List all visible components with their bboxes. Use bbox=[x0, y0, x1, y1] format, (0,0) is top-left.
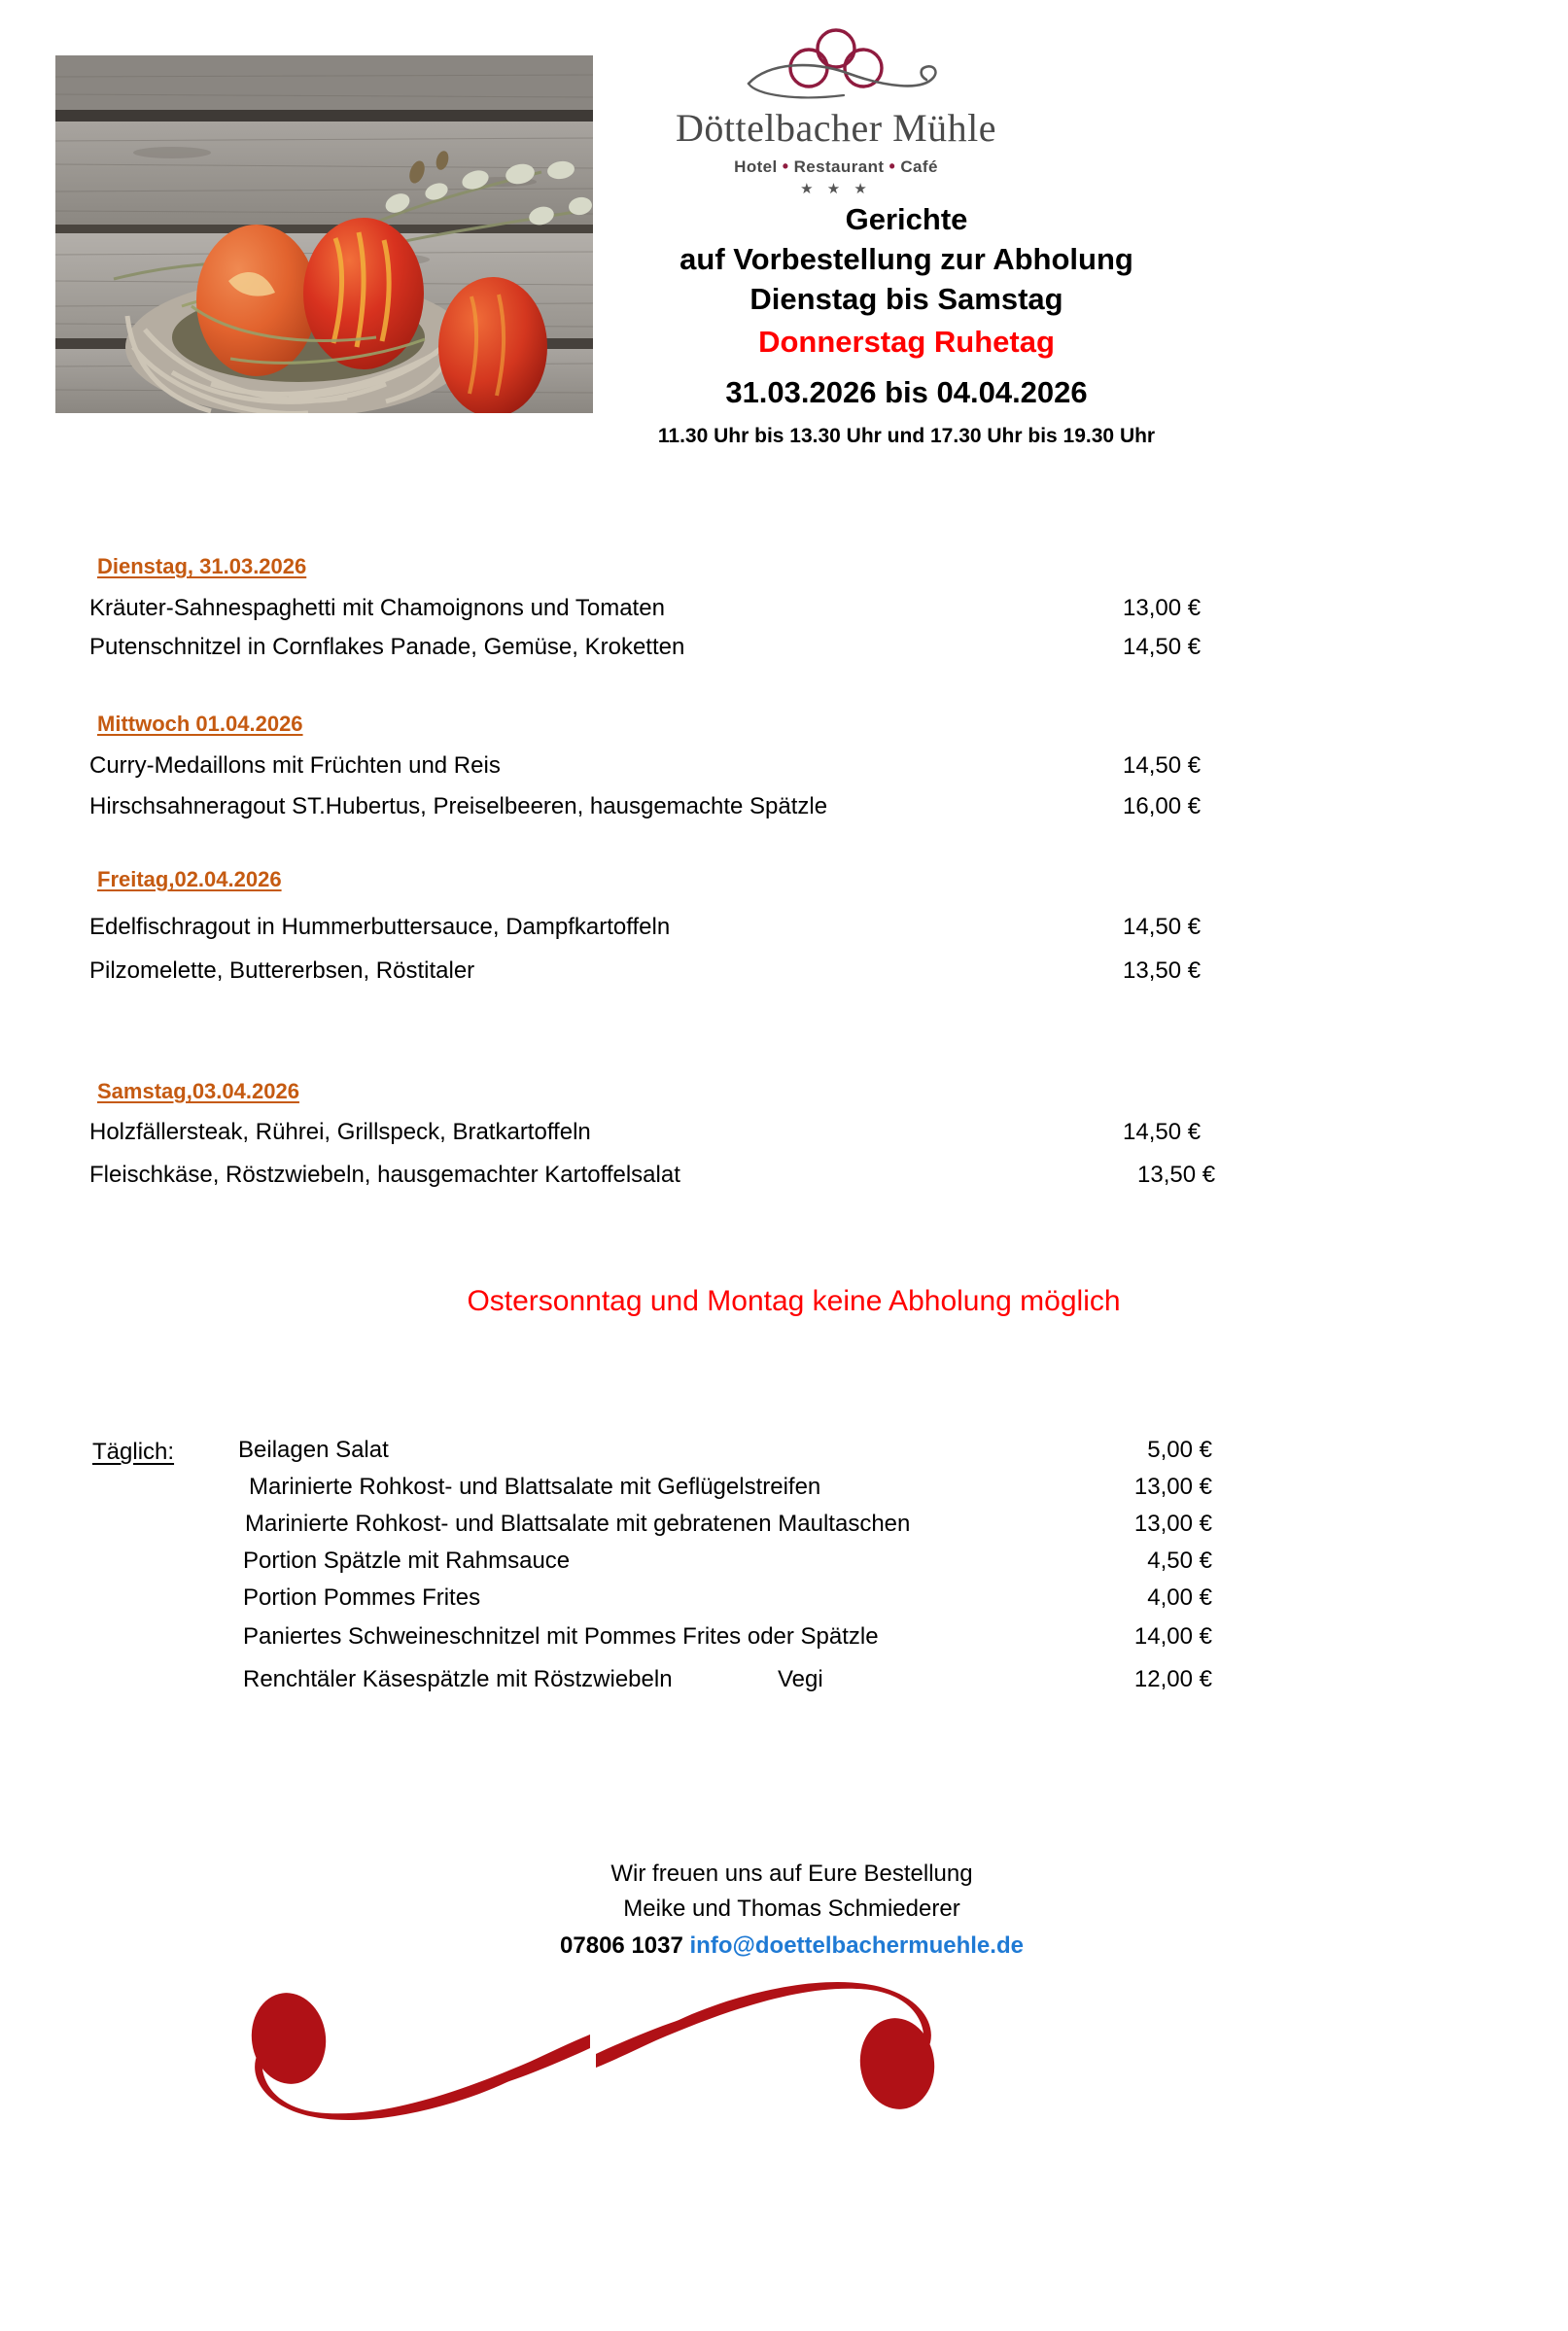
menu-row bbox=[0, 793, 1568, 826]
menu-item-name: Pilzomelette, Buttererbsen, Röstitaler bbox=[89, 957, 475, 984]
menu-item-name: Holzfällersteak, Rührei, Grillspeck, Bratkartoffeln bbox=[89, 1119, 591, 1145]
menu-item-name: Putenschnitzel in Cornflakes Panade, Gemüse, Kroketten bbox=[89, 634, 685, 660]
restaurant-logo bbox=[642, 27, 1030, 197]
page-title-block bbox=[593, 199, 1220, 448]
vegetarian-tag: Vegi bbox=[778, 1666, 823, 1692]
footer-contact bbox=[16, 1929, 1568, 1964]
bullet-separator-icon: • bbox=[782, 157, 789, 176]
menu-item-price: 14,50 € bbox=[1123, 1119, 1202, 1145]
daily-item-name: Marinierte Rohkost- und Blattsalate mit Geflügelstreifen bbox=[249, 1474, 821, 1500]
star-rating-icon: ★ ★ ★ bbox=[800, 181, 872, 197]
menu-row bbox=[0, 1162, 1568, 1195]
daily-item-price: 4,00 € bbox=[1147, 1584, 1212, 1611]
daily-item-name: Portion Pommes Frites bbox=[243, 1584, 481, 1611]
daily-item-price: 13,00 € bbox=[1133, 1474, 1212, 1500]
day-heading-samstag: Samstag,03.04.2026 bbox=[97, 1079, 299, 1103]
page-title: Gerichte bbox=[845, 202, 968, 236]
daily-item-price: 4,50 € bbox=[1147, 1548, 1212, 1574]
daily-row bbox=[0, 1511, 1568, 1544]
menu-row bbox=[0, 914, 1568, 947]
daily-row bbox=[0, 1584, 1568, 1618]
menu-item-price: 14,50 € bbox=[1123, 752, 1202, 779]
daily-row bbox=[0, 1666, 1568, 1699]
opening-hours: 11.30 Uhr bis 13.30 Uhr und 17.30 Uhr bis 19.30 Uhr bbox=[657, 424, 1156, 447]
daily-row bbox=[0, 1548, 1568, 1581]
daily-item-name: Paniertes Schweineschnitzel mit Pommes Frites oder Spätzle bbox=[243, 1623, 879, 1650]
daily-item-name: Marinierte Rohkost- und Blattsalate mit gebratenen Maultaschen bbox=[245, 1511, 911, 1537]
easter-eggs-illustration bbox=[55, 55, 593, 413]
daily-item-price: 14,00 € bbox=[1133, 1623, 1212, 1650]
menu-row bbox=[0, 752, 1568, 785]
menu-item-price: 16,00 € bbox=[1123, 793, 1202, 819]
mill-wheel-logo-icon bbox=[642, 27, 1030, 111]
daily-item-name: Portion Spätzle mit Rahmsauce bbox=[243, 1548, 571, 1574]
menu-item-name: Fleischkäse, Röstzwiebeln, hausgemachter Kartoffelsalat bbox=[89, 1162, 680, 1188]
menu-item-price: 13,50 € bbox=[1123, 957, 1202, 984]
date-range: 31.03.2026 bis 04.04.2026 bbox=[725, 374, 1088, 409]
menu-item-name: Hirschsahneragout ST.Hubertus, Preiselbeeren, hausgemachte Spätzle bbox=[89, 793, 828, 819]
menu-row bbox=[0, 595, 1568, 628]
menu-item-price: 13,50 € bbox=[1137, 1162, 1216, 1188]
menu-row bbox=[0, 634, 1568, 667]
menu-row bbox=[0, 1119, 1568, 1152]
daily-row bbox=[0, 1474, 1568, 1507]
easter-closure-text: Ostersonntag und Montag keine Abholung möglich bbox=[467, 1285, 1121, 1317]
daily-row bbox=[0, 1623, 1568, 1656]
menu-row bbox=[0, 957, 1568, 991]
logo-wordmark: Döttelbacher Mühle bbox=[676, 106, 996, 150]
menu-item-name: Kräuter-Sahnespaghetti mit Chamoignons und Tomaten bbox=[89, 595, 665, 621]
phone-number[interactable]: 07806 1037 bbox=[560, 1932, 683, 1959]
bullet-separator-icon-2: • bbox=[889, 157, 896, 176]
closed-day-notice: Donnerstag Ruhetag bbox=[758, 324, 1055, 359]
daily-item-price: 13,00 € bbox=[1133, 1511, 1212, 1537]
easter-closure-notice bbox=[0, 1285, 1568, 1318]
decorative-swirl-icon bbox=[209, 1978, 977, 2124]
menu-item-price: 14,50 € bbox=[1123, 634, 1202, 660]
day-heading-freitag: Freitag,02.04.2026 bbox=[97, 867, 282, 891]
footer-block bbox=[0, 1857, 1568, 1964]
page-subtitle-days: Dienstag bis Samstag bbox=[749, 282, 1063, 317]
page-subtitle-preorder: auf Vorbestellung zur Abholung bbox=[679, 242, 1133, 277]
menu-item-name: Edelfischragout in Hummerbuttersauce, Dampfkartoffeln bbox=[89, 914, 671, 940]
daily-row bbox=[0, 1437, 1568, 1470]
footer-greeting: Wir freuen uns auf Eure Bestellung bbox=[610, 1861, 973, 1887]
logo-subtitle-cafe: Café bbox=[900, 157, 938, 176]
menu-item-name: Curry-Medaillons mit Früchten und Reis bbox=[89, 752, 501, 779]
daily-item-name: Renchtäler Käsespätzle mit Röstzwiebeln bbox=[243, 1666, 673, 1692]
menu-item-price: 13,00 € bbox=[1123, 595, 1202, 621]
logo-subtitle-hotel: Hotel bbox=[734, 157, 778, 176]
menu-item-price: 14,50 € bbox=[1123, 914, 1202, 940]
daily-item-price: 12,00 € bbox=[1133, 1666, 1212, 1692]
swirl-graphic bbox=[209, 1978, 977, 2124]
logo-subtitle bbox=[642, 157, 1030, 177]
day-heading-mittwoch: Mittwoch 01.04.2026 bbox=[97, 712, 303, 736]
day-heading-dienstag: Dienstag, 31.03.2026 bbox=[97, 554, 307, 578]
daily-label: Täglich: bbox=[92, 1439, 175, 1465]
easter-eggs-photo bbox=[55, 55, 593, 413]
footer-owners: Meike und Thomas Schmiederer bbox=[623, 1896, 960, 1922]
logo-subtitle-restaurant: Restaurant bbox=[793, 157, 885, 176]
email-address[interactable]: info@doettelbachermuehle.de bbox=[689, 1932, 1024, 1959]
daily-item-price: 5,00 € bbox=[1147, 1437, 1212, 1463]
daily-item-name: Beilagen Salat bbox=[238, 1437, 389, 1463]
